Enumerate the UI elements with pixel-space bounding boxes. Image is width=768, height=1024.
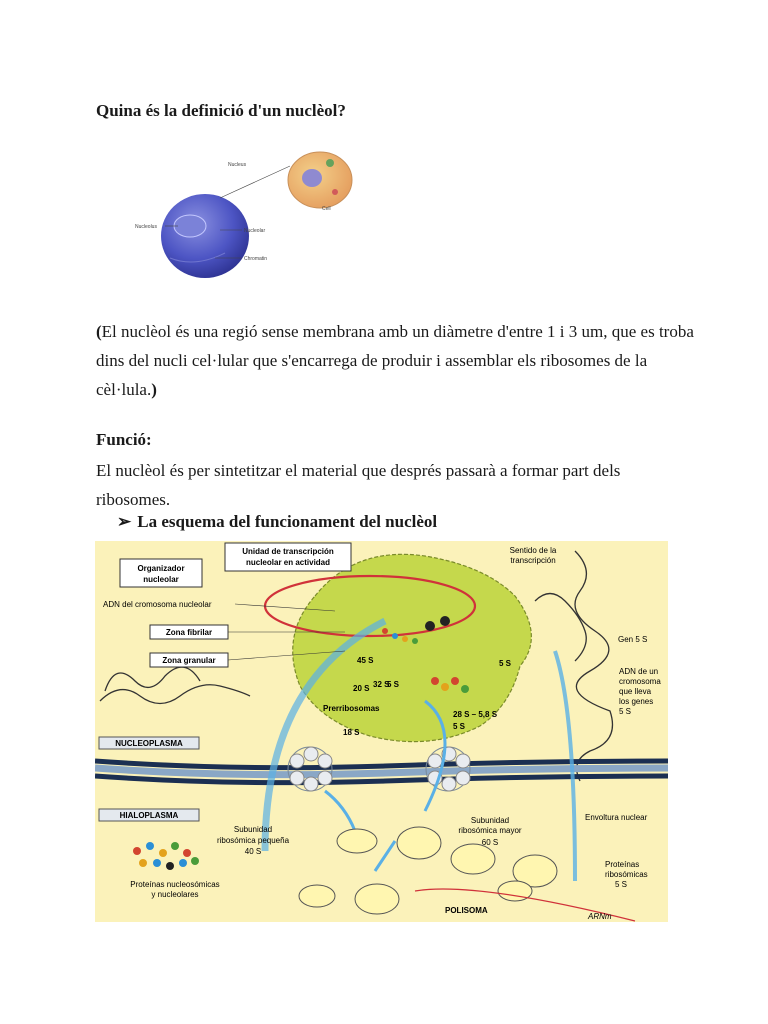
label-adn-otro-2: cromosoma: [619, 677, 661, 686]
label-5s-b: 5 S: [499, 659, 512, 668]
paren-close: ): [151, 380, 157, 399]
label-prerribosomas: Prerribosomas: [323, 704, 380, 713]
label-20s: 20 S: [353, 684, 370, 693]
cell-nucleus-illustration: [130, 148, 360, 282]
label-18s: 18 S: [343, 728, 360, 737]
subunit-small-1: [337, 829, 377, 853]
label-chromatin: Chromatin: [244, 256, 268, 262]
label-proteinas-rib-2: ribosómicas: [605, 870, 648, 879]
label-adn-otro-3: que lleva: [619, 687, 652, 696]
scheme-title: La esquema del funcionament del nuclèol: [137, 512, 438, 531]
label-adn-otro-1: ADN de un: [619, 667, 659, 676]
label-arnm: ARNm: [588, 912, 612, 921]
label-sentido-2: transcripción: [510, 556, 556, 565]
definition-text: El nuclèol és una regió sense membrana amb un diàmetre d'entre 1 i 3 um, que es troba dins del nucli cel·lular que s'encarrega de produir i assemblar els ribosomes de la cèl·lula.: [96, 322, 694, 399]
label-adn-otro-4: los genes: [619, 697, 654, 706]
label-proteinas-rib-1: Proteínas: [605, 860, 640, 869]
label-nucleolus: Nucleolus: [135, 224, 157, 230]
label-sub-may-1: Subunidad: [470, 816, 510, 825]
paren-open: (: [96, 322, 102, 341]
nucleolus-shape: [174, 215, 206, 237]
label-zona-granular: Zona granular: [162, 656, 216, 665]
label-proteinas-rib-3: 5 S: [615, 880, 628, 889]
label-organizador-1: Organizador: [137, 564, 185, 573]
label-sub-may-2: ribosómica mayor: [458, 826, 522, 835]
function-title: Funció:: [96, 430, 152, 449]
label-unidad-2: nucleolar en actividad: [245, 558, 331, 567]
nucleus-shape: [161, 194, 249, 278]
label-proteinas-nuc-2: y nucleolares: [151, 890, 199, 899]
label-gen5s: Gen 5 S: [618, 635, 648, 644]
label-polisoma: POLISOMA: [445, 906, 488, 915]
label-sub-peq-3: 40 S: [244, 847, 262, 856]
label-adn-otro-5: 5 S: [619, 707, 632, 716]
label-zona-fibrilar: Zona fibrilar: [165, 628, 213, 637]
function-text: El nuclèol és per sintetitzar el material que després passarà a formar part dels ribosomes.: [96, 461, 621, 509]
label-28s: 28 S – 5,8 S: [453, 710, 498, 719]
label-cell: Cell: [322, 206, 331, 212]
label-hialoplasma: HIALOPLASMA: [119, 811, 179, 820]
label-5s-c: 5 S: [453, 722, 466, 731]
label-sentido-1: Sentido de la: [509, 546, 557, 555]
label-envoltura: Envoltura nuclear: [585, 813, 648, 822]
bullet-arrow-icon: ➢: [117, 512, 132, 531]
scheme-bullet: [117, 512, 437, 532]
label-sub-may-3: 60 S: [481, 838, 499, 847]
label-unidad-1: Unidad de transcripción: [242, 547, 334, 556]
label-organizador-2: nucleolar: [143, 575, 179, 584]
subunit-large-1: [397, 827, 441, 859]
definition-paragraph: [96, 317, 696, 404]
label-sub-peq-1: Subunidad: [233, 825, 273, 834]
label-5s-a: 5 S: [387, 680, 400, 689]
page-heading: Quina és la definició d'un nuclèol?: [96, 101, 346, 120]
label-32s: 32 S: [373, 680, 390, 689]
label-adn-cromosoma: ADN del cromosoma nucleolar: [103, 600, 212, 609]
nucleolus-function-diagram: [95, 541, 668, 922]
label-nucleolar: Nucleolar: [244, 228, 266, 234]
label-sub-peq-2: ribosómica pequeña: [216, 836, 290, 845]
label-nucleoplasma: NUCLEOPLASMA: [115, 739, 183, 748]
label-45s: 45 S: [357, 656, 374, 665]
label-proteinas-nuc-1: Proteínas nucleosómicas: [130, 880, 220, 889]
label-nucleus: Nucleus: [228, 162, 247, 168]
